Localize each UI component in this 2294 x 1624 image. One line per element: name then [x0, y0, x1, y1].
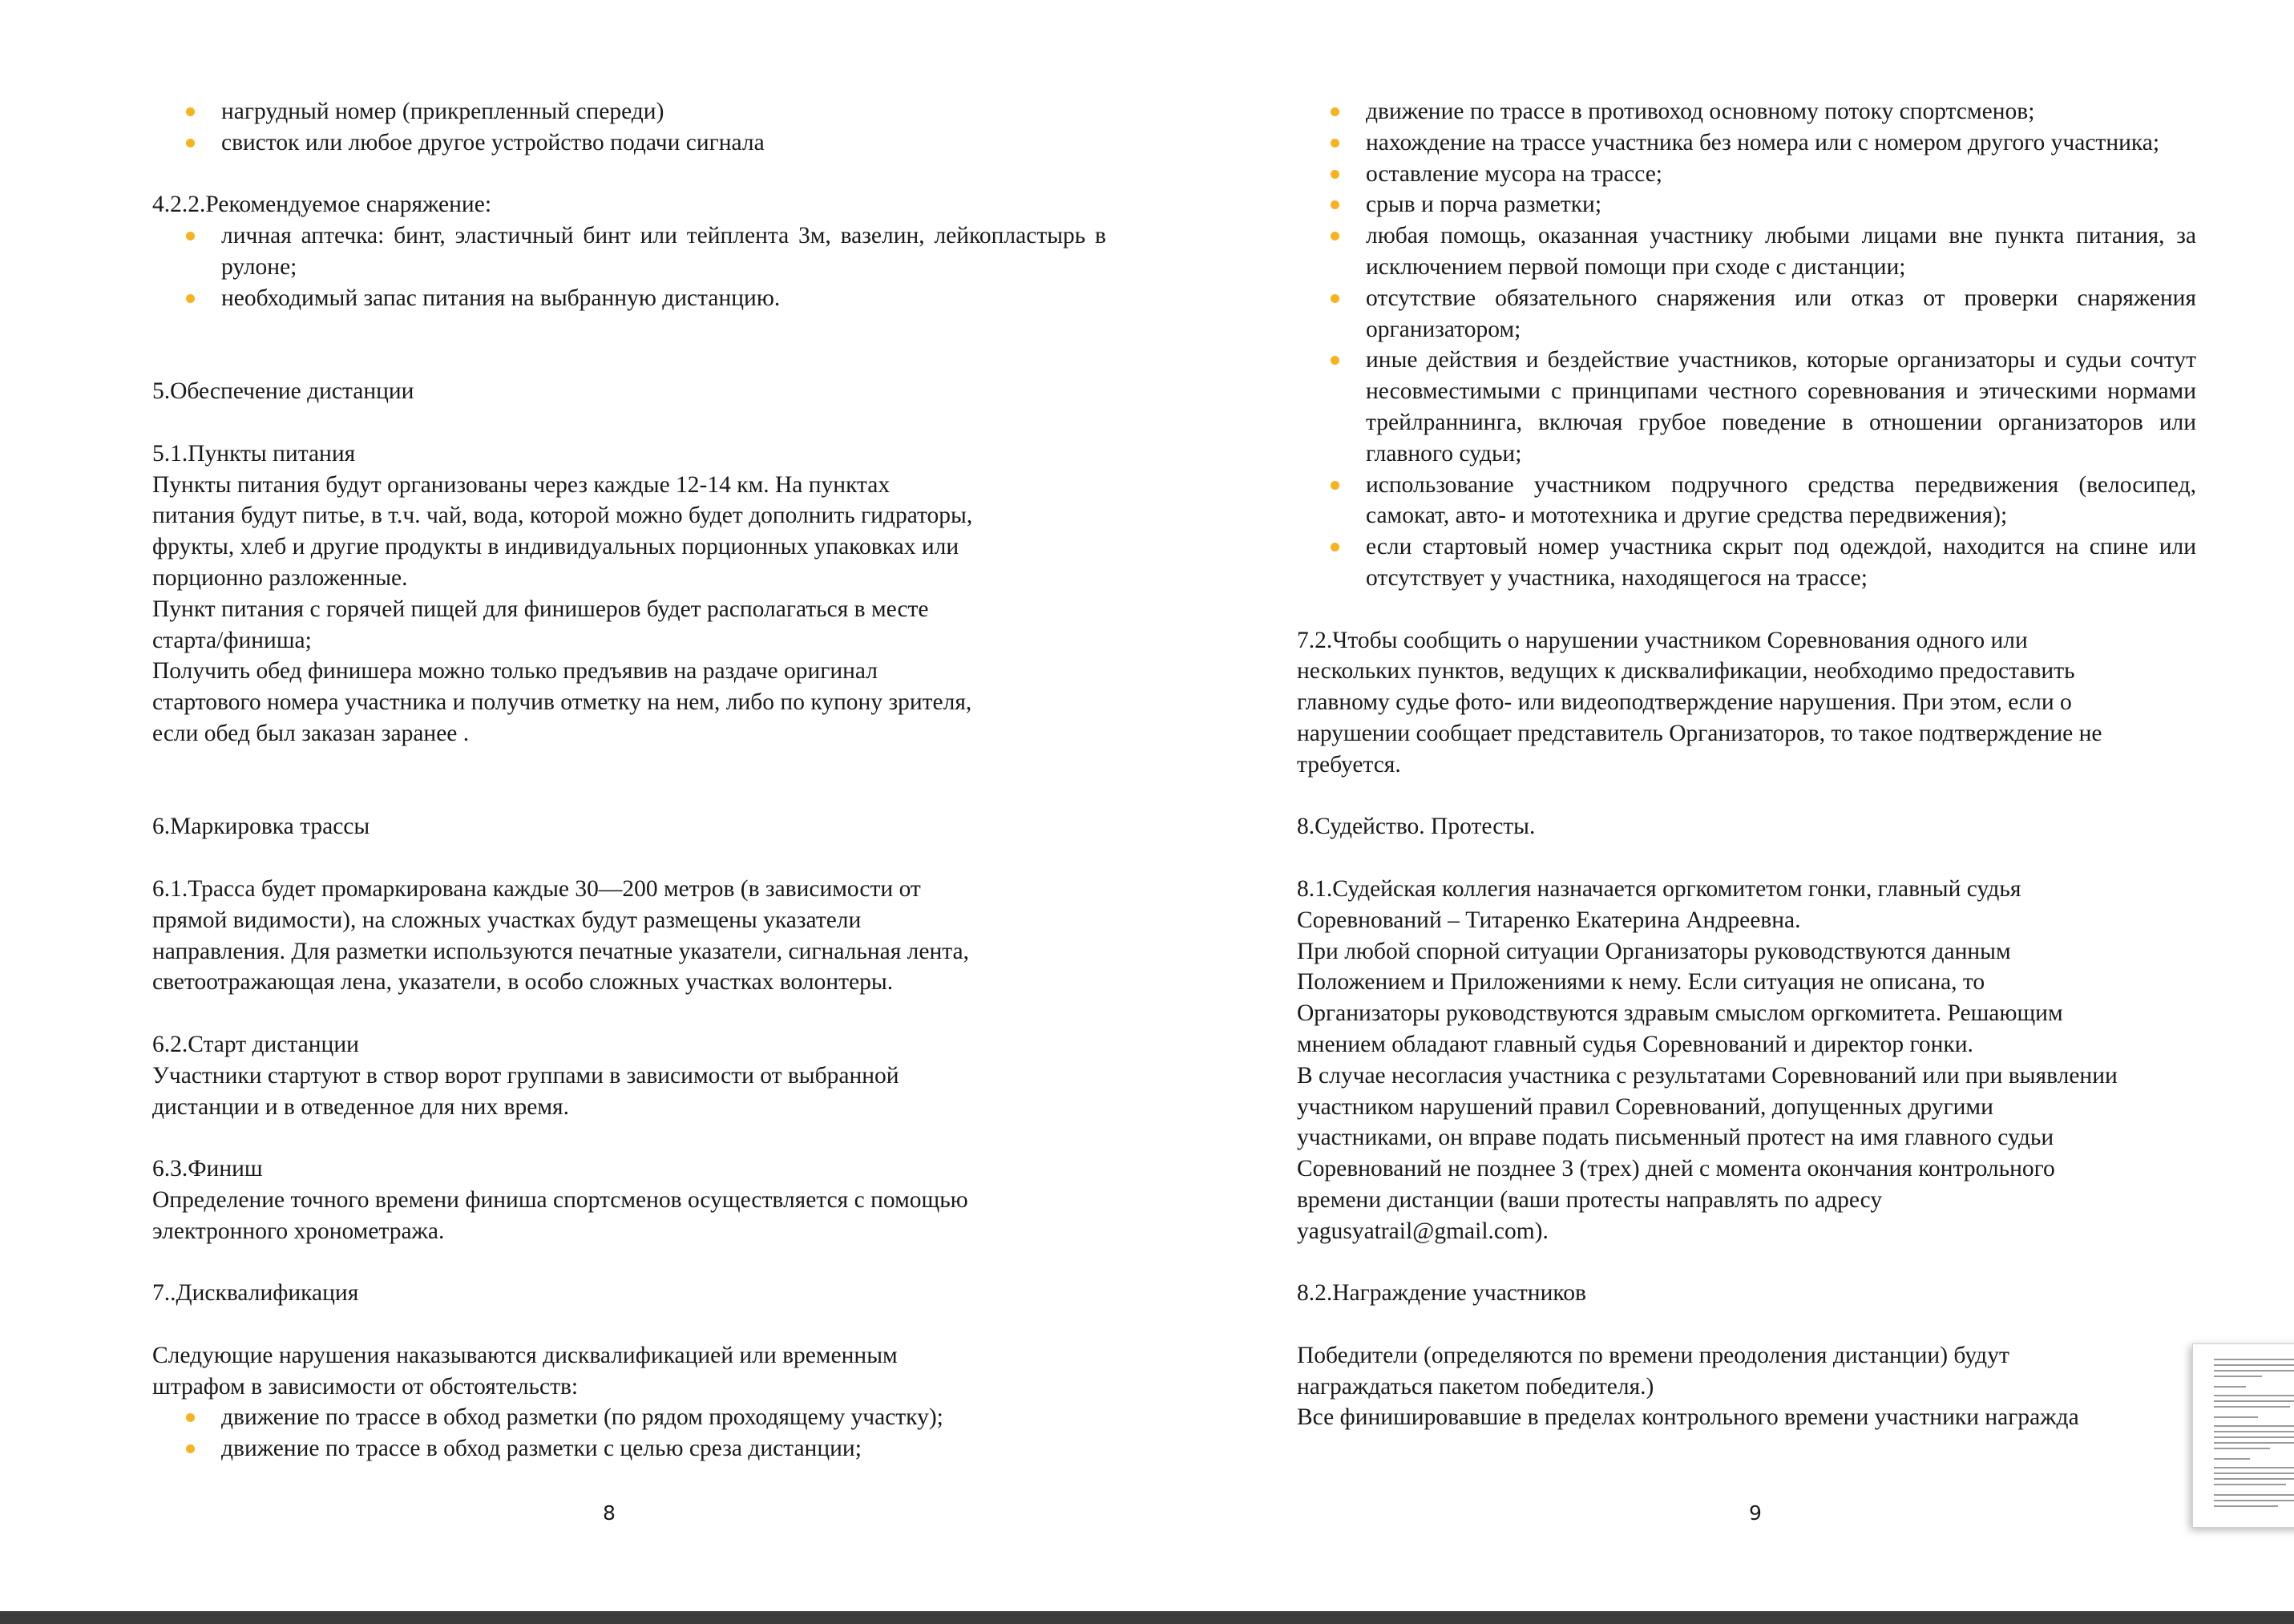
list-item: свисток или любое другое устройство подачи сигнала: [221, 127, 1106, 159]
disqualification-list: [152, 1402, 1106, 1464]
text-line: участником нарушений правил Соревнований, допущенных другими: [1297, 1093, 1993, 1120]
text-line: Соревнований не позднее 3 (трех) дней с момента окончания контрольного: [1297, 1156, 2055, 1182]
bullet-icon: [1331, 481, 1339, 490]
list-item: движение по трассе в обход разметки (по рядом проходящему участку);: [221, 1402, 1106, 1433]
text-line: электронного хронометража.: [152, 1218, 445, 1244]
text-line: Положением и Приложениями к нему. Если ситуация не описана, то: [1297, 969, 1985, 996]
text-line: светоотражающая лена, указатели, в особо сложных участках волонтеры.: [152, 969, 894, 996]
page-preview-thumbnail[interactable]: [2192, 1343, 2294, 1528]
text-line: 7.2.Чтобы сообщить о нарушении участником Соревнования одного или: [1297, 627, 2028, 653]
page-8: [0, 0, 1147, 1611]
text-line: питания будут питье, в т.ч. чай, вода, которой можно будет дополнить гидраторы,: [152, 503, 973, 529]
text-line: старта/финиша;: [152, 627, 312, 653]
list-item: иные действия и бездействие участников, которые организаторы и судьи сочтут несовместимыми с принципами честного соревнования и этическими нормами трейлраннинга, включая грубое поведение в отношении организаторов или главного судьи;: [1366, 345, 2196, 469]
text-line: дистанции и в отведенное для них время.: [152, 1093, 569, 1120]
paragraph: [1297, 625, 2196, 781]
page-number: 8: [603, 1501, 616, 1525]
paragraph: [1297, 1340, 2196, 1433]
list-item: оставление мусора на трассе;: [1366, 159, 2196, 190]
paragraph: [152, 1060, 1106, 1123]
text-line: времени дистанции (ваши протесты направлять по адресу: [1297, 1186, 1883, 1213]
text-line: стартового номера участника и получив отметку на нем, либо по купону зрителя,: [152, 689, 972, 716]
text-line: Пункты питания будут организованы через каждые 12-14 км. На пунктах: [152, 471, 891, 498]
paragraph: [152, 1185, 1106, 1247]
section-heading: 6.Маркировка трассы: [152, 814, 370, 840]
text-line: мнением обладают главный судья Соревнований и директор гонки.: [1297, 1031, 1973, 1057]
text-line: направления. Для разметки используются печатные указатели, сигнальная лента,: [152, 938, 969, 964]
bullet-icon: [1331, 107, 1339, 116]
text-line: Организаторы руководствуются здравым смыслом оргкомитета. Решающим: [1297, 1000, 2063, 1027]
bullet-icon: [1331, 294, 1339, 303]
text-line: штрафом в зависимости от обстоятельств:: [152, 1373, 579, 1400]
bullet-icon: [186, 232, 195, 240]
required-gear-list: [152, 96, 1106, 159]
email-link[interactable]: yagusyatrail@gmail.com).: [1297, 1218, 1549, 1244]
bullet-icon: [186, 107, 195, 116]
bullet-icon: [186, 294, 195, 303]
list-item: отсутствие обязательного снаряжения или отказ от проверки снаряжения организатором;: [1366, 283, 2196, 345]
bullet-icon: [1331, 170, 1339, 179]
paragraph: [152, 874, 1106, 998]
list-item: движение по трассе в обход разметки с целью среза дистанции;: [221, 1433, 1106, 1464]
section-heading: 7..Дисквалификация: [152, 1280, 359, 1307]
text-line: фрукты, хлеб и другие продукты в индивидуальных порционных упаковках или: [152, 534, 959, 560]
text-line: участниками, он вправе подать письменный протест на имя главного судьи: [1297, 1125, 2054, 1151]
paragraph: [152, 1340, 1106, 1403]
list-item: срыв и порча разметки;: [1366, 189, 2196, 220]
text-line: Победители (определяются по времени преодоления дистанции) будут: [1297, 1342, 2009, 1368]
bullet-icon: [1331, 543, 1339, 551]
list-item: нагрудный номер (прикрепленный спереди): [221, 96, 1106, 127]
list-item: нахождение на трассе участника без номера или с номером другого участника;: [1366, 127, 2196, 159]
text-line: награждаться пакетом победителя.): [1297, 1373, 1654, 1400]
text-line: 6.1.Трасса будет промаркирована каждые 30—200 метров (в зависимости от: [152, 875, 921, 902]
bullet-icon: [186, 1413, 195, 1422]
section-heading: 8.Судейство. Протесты.: [1297, 814, 1536, 840]
text-line: В случае несогласия участника с результатами Соревнований или при выявлении: [1297, 1062, 2118, 1089]
text-line: Участники стартуют в створ ворот группами в зависимости от выбранной: [152, 1062, 899, 1089]
section-heading: 4.2.2.Рекомендуемое снаряжение:: [152, 192, 492, 218]
text-line: Соревнований – Титаренко Екатерина Андреевна.: [1297, 907, 1801, 933]
page-8-content: [152, 96, 1106, 1464]
text-line: Получить обед финишера можно только предъявив на раздаче оригинал: [152, 658, 878, 685]
subsection-heading: 8.2.Награждение участников: [1297, 1280, 1586, 1307]
text-line: требуется.: [1297, 751, 1401, 778]
bullet-icon: [1331, 356, 1339, 365]
paragraph: [1297, 874, 2196, 1247]
list-item: любая помощь, оказанная участнику любыми лицами вне пункта питания, за исключением первой помощи при сходе с дистанции;: [1366, 220, 2196, 283]
bullet-icon: [186, 139, 195, 147]
recommended-gear-list: [152, 220, 1106, 313]
subsection-heading: 5.1.Пункты питания: [152, 440, 356, 467]
list-item: личная аптечка: бинт, эластичный бинт или тейплента 3м, вазелин, лейкопластырь в рулоне;: [221, 220, 1106, 283]
paragraph: [152, 470, 1106, 749]
text-line: При любой спорной ситуации Организаторы руководствуются данным: [1297, 938, 2011, 964]
subsection-heading: 6.3.Финиш: [152, 1156, 263, 1182]
text-line: 8.1.Судейская коллегия назначается оргкомитетом гонки, главный судья: [1297, 875, 2021, 902]
disqualification-list-continued: [1297, 96, 2196, 594]
text-line: нарушении сообщает представитель Организаторов, то такое подтверждение не: [1297, 720, 2102, 746]
text-line: Следующие нарушения наказываются дисквалификацией или временным: [152, 1342, 898, 1368]
page-9: [1147, 0, 2294, 1611]
text-line: прямой видимости), на сложных участках будут размещены указатели: [152, 907, 862, 933]
bullet-icon: [1331, 200, 1339, 209]
text-line: нескольких пунктов, ведущих к дисквалификации, необходимо предоставить: [1297, 658, 2075, 685]
list-item: использование участником подручного средства передвижения (велосипед, самокат, авто- и мототехника и другие средства передвижения);: [1366, 470, 2196, 532]
subsection-heading: 6.2.Старт дистанции: [152, 1031, 359, 1057]
bullet-icon: [1331, 139, 1339, 147]
list-item: необходимый запас питания на выбранную дистанцию.: [221, 283, 1106, 314]
bullet-icon: [186, 1444, 195, 1453]
bullet-icon: [1331, 232, 1339, 240]
section-heading: 5.Обеспечение дистанции: [152, 378, 414, 405]
page-9-content: [1297, 96, 2196, 1433]
page-number: 9: [1749, 1501, 1762, 1525]
window-bottom-edge: [0, 1611, 2294, 1624]
text-line: Все финишировавшие в пределах контрольного времени участники награжда: [1297, 1404, 2079, 1431]
list-item: движение по трассе в противоход основному потоку спортсменов;: [1366, 96, 2196, 127]
text-line: порционно разложенные.: [152, 564, 408, 591]
text-line: Пункт питания с горячей пищей для финишеров будет располагаться в месте: [152, 596, 929, 622]
text-line: если обед был заказан заранее .: [152, 720, 470, 746]
list-item: если стартовый номер участника скрыт под одеждой, находится на спине или отсутствует у участника, находящегося на трассе;: [1366, 531, 2196, 594]
text-line: Определение точного времени финиша спортсменов осуществляется с помощью: [152, 1186, 968, 1213]
text-line: главному судье фото- или видеоподтверждение нарушения. При этом, если о: [1297, 689, 2072, 716]
